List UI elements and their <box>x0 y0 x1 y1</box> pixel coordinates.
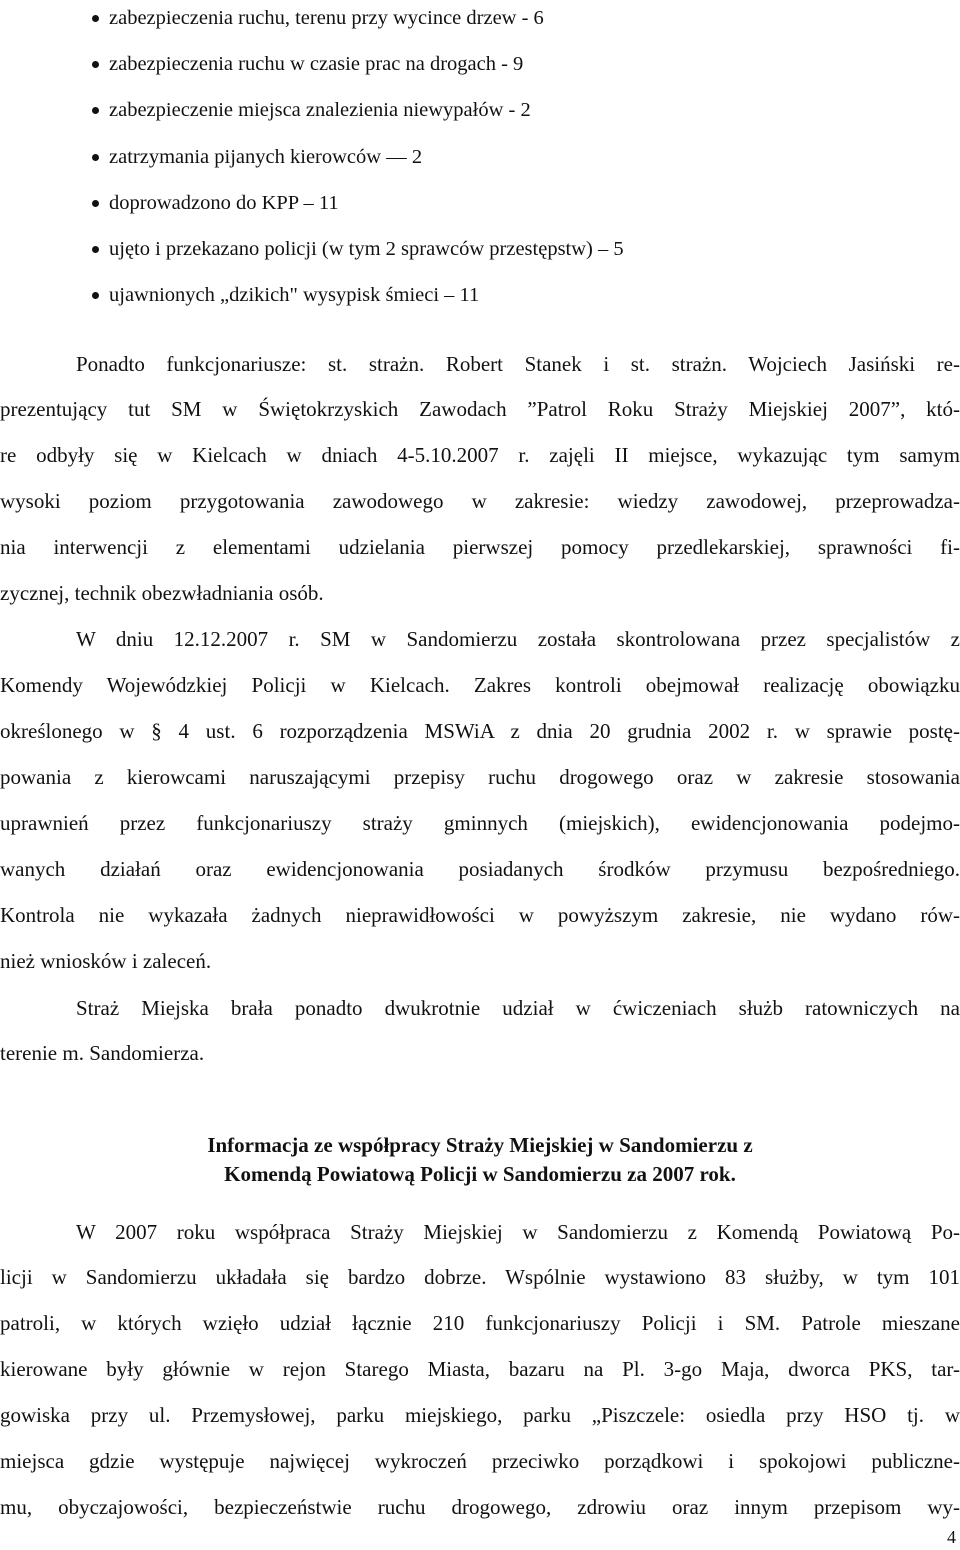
paragraph-line: nia interwencji z elementami udzielania pierwszej pomocy przedlekarskiej, sprawności fi- <box>0 535 960 559</box>
list-item: ujawnionych „dzikich" wysypisk śmieci – 11 <box>92 273 952 319</box>
paragraph-line: prezentujący tut SM w Świętokrzyskich Zawodach ”Patrol Roku Straży Miejskiej 2007”, któ- <box>0 397 960 421</box>
bullet-icon <box>92 107 99 114</box>
bullet-icon <box>92 15 99 22</box>
paragraph-line: mu, obyczajowości, bezpieczeństwie ruchu drogowego, zdrowiu oraz innym przepisom wy- <box>0 1495 960 1519</box>
paragraph-line: określonego w § 4 ust. 6 rozporządzenia MSWiA z dnia 20 grudnia 2002 r. w sprawie postę- <box>0 719 960 743</box>
bullet-icon <box>92 246 99 253</box>
paragraph-line: powania z kierowcami naruszającymi przepisy ruchu drogowego oraz w zakresie stosowania <box>0 765 960 789</box>
list-item: ujęto i przekazano policji (w tym 2 sprawców przestępstw) – 5 <box>92 226 952 272</box>
list-item: zabezpieczenie miejsca znalezienia niewypałów - 2 <box>92 88 952 134</box>
paragraph-line: Kontrola nie wykazała żadnych nieprawidłowości w powyższym zakresie, nie wydano rów- <box>0 903 960 927</box>
paragraph-line: W 2007 roku współpraca Straży Miejskiej w Sandomierzu z Komendą Powiatową Po- <box>76 1220 960 1244</box>
list-item: doprowadzono do KPP – 11 <box>92 180 952 226</box>
paragraph-line: zycznej, technik obezwładniania osób. <box>0 581 324 605</box>
paragraph-line: licji w Sandomierzu układała się bardzo dobrze. Wspólnie wystawiono 83 służby, w tym 101 <box>0 1265 960 1289</box>
paragraph-line: wanych działań oraz ewidencjonowania posiadanych środków przymusu bezpośredniego. <box>0 857 960 881</box>
paragraph-line: miejsca gdzie występuje najwięcej wykroczeń przeciwko porządkowi i spokojowi publiczne- <box>0 1449 960 1473</box>
paragraph-line: Ponadto funkcjonariusze: st. strażn. Robert Stanek i st. strażn. Wojciech Jasiński re- <box>76 352 960 376</box>
paragraph-line: kierowane były głównie w rejon Starego Miasta, bazaru na Pl. 3-go Maja, dworca PKS, tar- <box>0 1357 960 1381</box>
paragraph-line: Straż Miejska brała ponadto dwukrotnie udział w ćwiczeniach służb ratowniczych na <box>76 996 960 1020</box>
paragraph-line: nież wniosków i zaleceń. <box>0 949 212 973</box>
paragraph-line: wysoki poziom przygotowania zawodowego w zakresie: wiedzy zawodowej, przeprowadza- <box>0 489 960 513</box>
list-item: zabezpieczenia ruchu w czasie prac na drogach - 9 <box>92 41 952 87</box>
section-heading: Komendą Powiatową Policji w Sandomierzu za 2007 rok. <box>224 1162 736 1186</box>
list-item: zabezpieczenia ruchu, terenu przy wycince drzew - 6 <box>92 0 952 41</box>
bullet-list <box>92 0 952 319</box>
paragraph-line: patroli, w których wzięło udział łącznie 210 funkcjonariuszy Policji i SM. Patrole mieszane <box>0 1311 960 1335</box>
paragraph-line: gowiska przy ul. Przemysłowej, parku miejskiego, parku „Piszczele: osiedla przy HSO tj. w <box>0 1403 960 1427</box>
paragraph-line: Komendy Wojewódzkiej Policji w Kielcach. Zakres kontroli obejmował realizację obowiązku <box>0 673 960 697</box>
page-number: 4 <box>947 1527 956 1547</box>
bullet-icon <box>92 154 99 161</box>
section-heading: Informacja ze współpracy Straży Miejskiej w Sandomierzu z <box>207 1133 753 1157</box>
bullet-icon <box>92 61 99 68</box>
list-item: zatrzymania pijanych kierowców ― 2 <box>92 134 952 180</box>
paragraph-line: uprawnień przez funkcjonariuszy straży gminnych (miejskich), ewidencjonowania podejmo- <box>0 811 960 835</box>
paragraph-line: W dniu 12.12.2007 r. SM w Sandomierzu została skontrolowana przez specjalistów z <box>76 627 960 651</box>
paragraph-line: terenie m. Sandomierza. <box>0 1041 205 1065</box>
bullet-icon <box>92 200 99 207</box>
bullet-icon <box>92 292 99 299</box>
paragraph-line: re odbyły się w Kielcach w dniach 4-5.10.2007 r. zajęli II miejsce, wykazując tym samym <box>0 443 960 467</box>
